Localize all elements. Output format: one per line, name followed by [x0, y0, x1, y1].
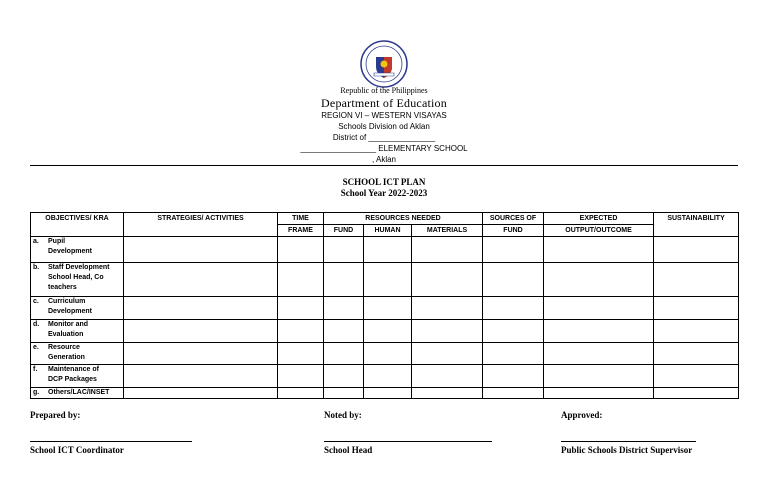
objective-line: DCP Packages — [48, 376, 97, 383]
objective-letter: c. — [33, 298, 39, 305]
plan-entry-cell[interactable] — [412, 388, 483, 399]
plan-entry-cell[interactable] — [544, 263, 654, 297]
plan-table-body — [31, 237, 739, 399]
objective-text — [33, 237, 121, 247]
objective-cell — [31, 263, 124, 297]
plan-entry-cell[interactable] — [278, 297, 324, 320]
header-strategies: STRATEGIES/ ACTIVITIES — [124, 213, 278, 237]
plan-entry-cell[interactable] — [364, 365, 412, 388]
plan-entry-cell[interactable] — [364, 320, 412, 343]
approved-label: Approved: — [561, 410, 603, 420]
plan-entry-cell[interactable] — [544, 320, 654, 343]
objective-letter: b. — [33, 264, 40, 271]
header-expected: EXPECTED — [544, 213, 654, 225]
plan-entry-cell[interactable] — [364, 388, 412, 399]
plan-entry-cell[interactable] — [483, 263, 544, 297]
plan-entry-cell[interactable] — [654, 365, 739, 388]
objective-line: Generation — [48, 354, 85, 361]
plan-entry-cell[interactable] — [654, 237, 739, 263]
plan-entry-cell[interactable] — [483, 320, 544, 343]
plan-entry-cell[interactable] — [278, 365, 324, 388]
prepared-by-label: Prepared by: — [30, 410, 81, 420]
header-sources: SOURCES OF — [483, 213, 544, 225]
school-year: School Year 2022-2023 — [340, 188, 428, 198]
plan-entry-cell[interactable] — [412, 343, 483, 365]
plan-entry-cell[interactable] — [124, 263, 278, 297]
table-row — [31, 343, 739, 365]
noted-signature-line — [324, 441, 492, 442]
plan-entry-cell[interactable] — [483, 388, 544, 399]
plan-entry-cell[interactable] — [483, 343, 544, 365]
table-row — [31, 237, 739, 263]
objective-text — [33, 297, 121, 307]
objective-line: School Head, Co — [48, 274, 104, 281]
plan-entry-cell[interactable] — [278, 388, 324, 399]
plan-entry-cell[interactable] — [412, 365, 483, 388]
table-row — [31, 320, 739, 343]
plan-entry-cell[interactable] — [412, 237, 483, 263]
objective-text — [33, 307, 121, 317]
objective-text — [33, 365, 121, 375]
objective-cell — [31, 365, 124, 388]
plan-entry-cell[interactable] — [324, 343, 364, 365]
header-materials: MATERIALS — [412, 225, 483, 237]
header-time-frame: FRAME — [278, 225, 324, 237]
objective-line: Monitor and — [48, 321, 89, 328]
objective-text — [33, 375, 121, 385]
objective-letter: a. — [33, 238, 39, 245]
school-label: _________________ ELEMENTARY SCHOOL — [300, 144, 468, 153]
plan-entry-cell[interactable] — [364, 263, 412, 297]
division-label: Schools Division od Aklan — [338, 122, 430, 131]
plan-entry-cell[interactable] — [364, 343, 412, 365]
header-resources: RESOURCES NEEDED — [324, 213, 483, 225]
plan-entry-cell[interactable] — [654, 320, 739, 343]
plan-entry-cell[interactable] — [278, 263, 324, 297]
province-label: , Aklan — [371, 155, 396, 164]
plan-entry-cell[interactable] — [324, 297, 364, 320]
plan-entry-cell[interactable] — [124, 365, 278, 388]
header-fund: FUND — [324, 225, 364, 237]
plan-entry-cell[interactable] — [544, 365, 654, 388]
objective-letter: d. — [33, 321, 40, 328]
table-row — [31, 297, 739, 320]
header-time: TIME — [278, 213, 324, 225]
objective-line: teachers — [48, 284, 77, 291]
header-sustainability: SUSTAINABILITY — [654, 213, 739, 237]
objective-cell — [31, 320, 124, 343]
header-objectives: OBJECTIVES/ KRA — [31, 213, 124, 237]
objective-cell — [31, 297, 124, 320]
header-human: HUMAN — [364, 225, 412, 237]
plan-entry-cell[interactable] — [654, 343, 739, 365]
plan-entry-cell[interactable] — [324, 263, 364, 297]
plan-entry-cell[interactable] — [278, 237, 324, 263]
objective-text — [33, 320, 121, 330]
plan-entry-cell[interactable] — [654, 388, 739, 399]
objective-line: Maintenance of — [48, 366, 99, 373]
plan-entry-cell[interactable] — [324, 388, 364, 399]
plan-entry-cell[interactable] — [544, 388, 654, 399]
plan-entry-cell[interactable] — [364, 237, 412, 263]
plan-entry-cell[interactable] — [412, 263, 483, 297]
plan-entry-cell[interactable] — [124, 320, 278, 343]
objective-text — [33, 388, 121, 398]
objective-line: Development — [48, 308, 92, 315]
plan-entry-cell[interactable] — [544, 297, 654, 320]
plan-entry-cell[interactable] — [124, 388, 278, 399]
plan-entry-cell[interactable] — [278, 320, 324, 343]
prepared-role: School ICT Coordinator — [30, 445, 124, 455]
deped-seal-icon — [360, 40, 408, 88]
plan-entry-cell[interactable] — [324, 237, 364, 263]
objective-text — [33, 343, 121, 353]
objective-text — [33, 353, 121, 363]
prepared-signature-line — [30, 441, 192, 442]
plan-entry-cell[interactable] — [483, 365, 544, 388]
table-row — [31, 365, 739, 388]
objective-line: Evaluation — [48, 331, 84, 338]
objective-text — [33, 247, 121, 257]
objective-line: Others/LAC/INSET — [48, 389, 110, 396]
objective-cell — [31, 237, 124, 263]
plan-entry-cell[interactable] — [324, 320, 364, 343]
header-divider — [30, 165, 738, 166]
objective-line: Resource — [48, 344, 80, 351]
objective-line: Pupil — [48, 238, 66, 245]
plan-entry-cell[interactable] — [483, 237, 544, 263]
table-row — [31, 388, 739, 399]
department-title: Department of Education — [321, 96, 447, 110]
region-label: REGION VI – WESTERN VISAYAS — [321, 111, 447, 120]
objective-letter: e. — [33, 344, 39, 351]
header-sources-fund: FUND — [483, 225, 544, 237]
objective-text — [33, 330, 121, 340]
plan-entry-cell[interactable] — [412, 297, 483, 320]
plan-entry-cell[interactable] — [654, 297, 739, 320]
header-expected-output: OUTPUT/OUTCOME — [544, 225, 654, 237]
plan-entry-cell[interactable] — [654, 263, 739, 297]
objective-cell — [31, 343, 124, 365]
approved-signature-line — [561, 441, 696, 442]
objective-text — [33, 283, 121, 293]
ict-plan-table — [30, 212, 739, 399]
plan-entry-cell[interactable] — [364, 297, 412, 320]
plan-entry-cell[interactable] — [124, 237, 278, 263]
plan-entry-cell[interactable] — [124, 343, 278, 365]
objective-text — [33, 273, 121, 283]
plan-entry-cell[interactable] — [412, 320, 483, 343]
plan-entry-cell[interactable] — [544, 237, 654, 263]
district-label: District of _______________ — [332, 133, 436, 142]
plan-entry-cell[interactable] — [278, 343, 324, 365]
objective-text — [33, 263, 121, 273]
table-row — [31, 263, 739, 297]
plan-entry-cell[interactable] — [324, 365, 364, 388]
objective-letter: f. — [33, 366, 38, 373]
objective-letter: g. — [33, 389, 40, 396]
plan-entry-cell[interactable] — [483, 297, 544, 320]
objective-line: Staff Development — [48, 264, 110, 271]
objective-line: Curriculum — [48, 298, 86, 305]
republic-label: Republic of the Philippines — [340, 86, 428, 95]
plan-title: SCHOOL ICT PLAN — [342, 177, 426, 187]
noted-role: School Head — [324, 445, 373, 455]
noted-by-label: Noted by: — [324, 410, 362, 420]
plan-entry-cell[interactable] — [544, 343, 654, 365]
objective-line: Development — [48, 248, 92, 255]
objective-cell — [31, 388, 124, 399]
approved-role: Public Schools District Supervisor — [561, 445, 693, 455]
plan-entry-cell[interactable] — [124, 297, 278, 320]
